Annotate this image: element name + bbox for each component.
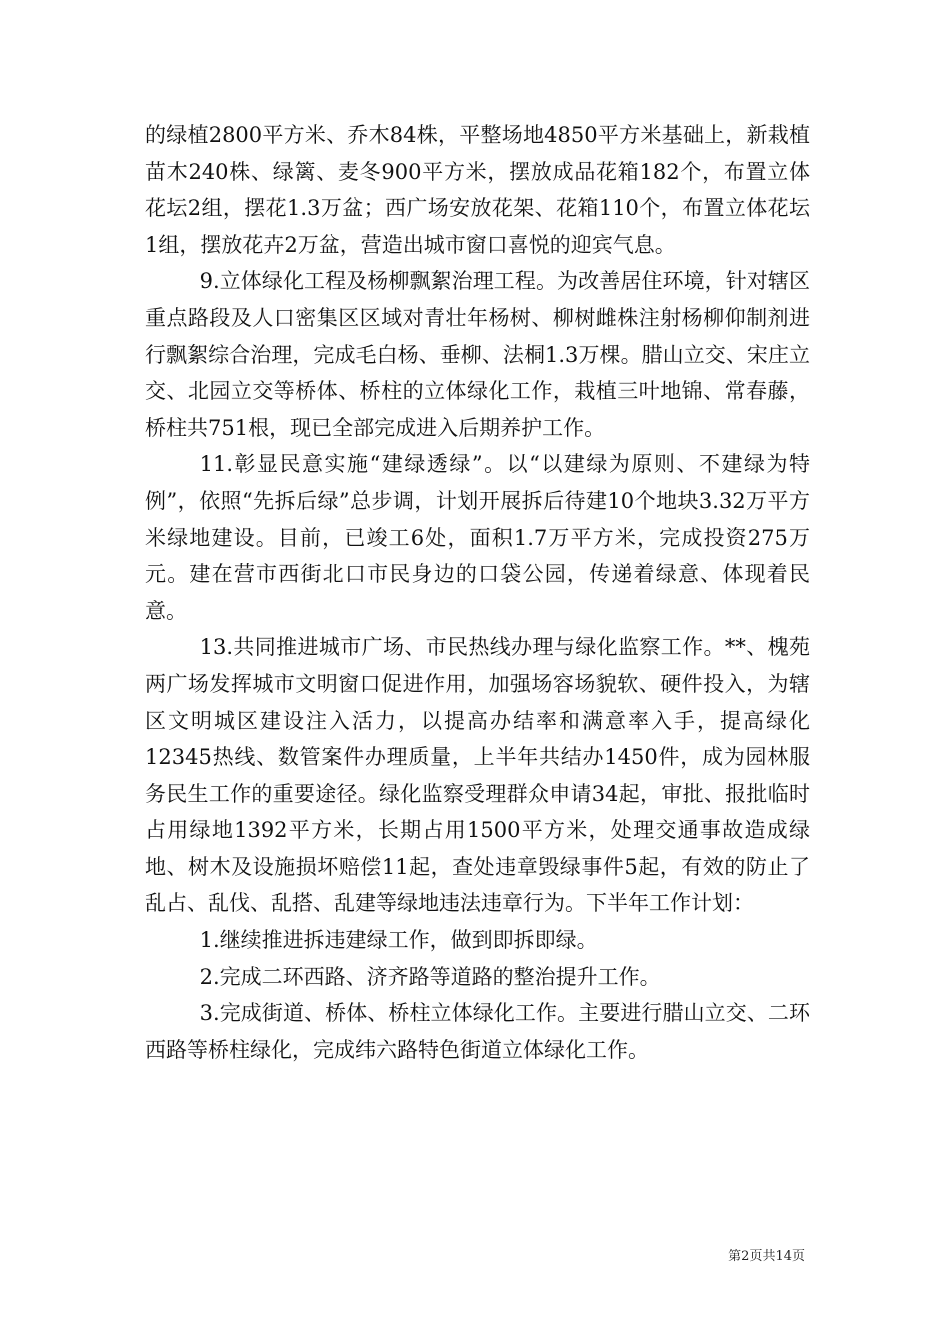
paragraph-item-13: 13.共同推进城市广场、市民热线办理与绿化监察工作。**、槐苑两广场发挥城市文明窗口促进作用，加强场容场貌软、硬件投入，为辖区文明城区建设注入活力，以提高办结率和满意率入手，提高绿化12345热线、数管案件办理质量，上半年共结办1450件，成为园林服务民生工作的重要途径。绿化监察受理群众申请34起，审批、报批临时占用绿地1392平方米，长期占用1500平方米，处理交通事故造成绿地、树木及设施损坏赔偿11起，查处违章毁绿事件5起，有效的防止了乱占、乱伐、乱搭、乱建等绿地违法违章行为。下半年工作计划： bbox=[145, 635, 810, 916]
page-number-footer: 第2页共14页 bbox=[728, 1249, 805, 1264]
paragraph-item-9: 9.立体绿化工程及杨柳飘絮治理工程。为改善居住环境，针对辖区重点路段及人口密集区区域对青壮年杨树、柳树雌株注射杨柳仰制剂进行飘絮综合治理，完成毛白杨、垂柳、法桐1.3万棵。腊山立交、宋庄立交、北园立交等桥体、桥柱的立体绿化工作，栽植三叶地锦、常春藤，桥柱共751根，现已全部完成进入后期养护工作。 bbox=[145, 269, 810, 440]
paragraph-continuation: 的绿植2800平方米、乔木84株，平整场地4850平方米基础上，新栽植苗木240株、绿篱、麦冬900平方米，摆放成品花箱182个，布置立体花坛2组，摆花1.3万盆；西广场安放花架、花箱110个，布置立体花坛1组，摆放花卉2万盆，营造出城市窗口喜悦的迎宾气息。 bbox=[145, 123, 810, 257]
plan-item-1: 1.继续推进拆违建绿工作，做到即拆即绿。 bbox=[199, 928, 598, 953]
document-body bbox=[145, 117, 810, 1068]
plan-item-2: 2.完成二环西路、济齐路等道路的整治提升工作。 bbox=[199, 964, 661, 989]
plan-item-3: 3.完成街道、桥体、桥柱立体绿化工作。主要进行腊山立交、二环西路等桥柱绿化，完成纬六路特色街道立体绿化工作。 bbox=[145, 1001, 810, 1062]
paragraph-item-11: 11.彰显民意实施“建绿透绿”。以“以建绿为原则、不建绿为特例”，依照“先拆后绿”总步调，计划开展拆后待建10个地块3.32万平方米绿地建设。目前，已竣工6处，面积1.7万平方米，完成投资275万元。建在营市西街北口市民身边的口袋公园，传递着绿意、体现着民意。 bbox=[145, 452, 810, 623]
